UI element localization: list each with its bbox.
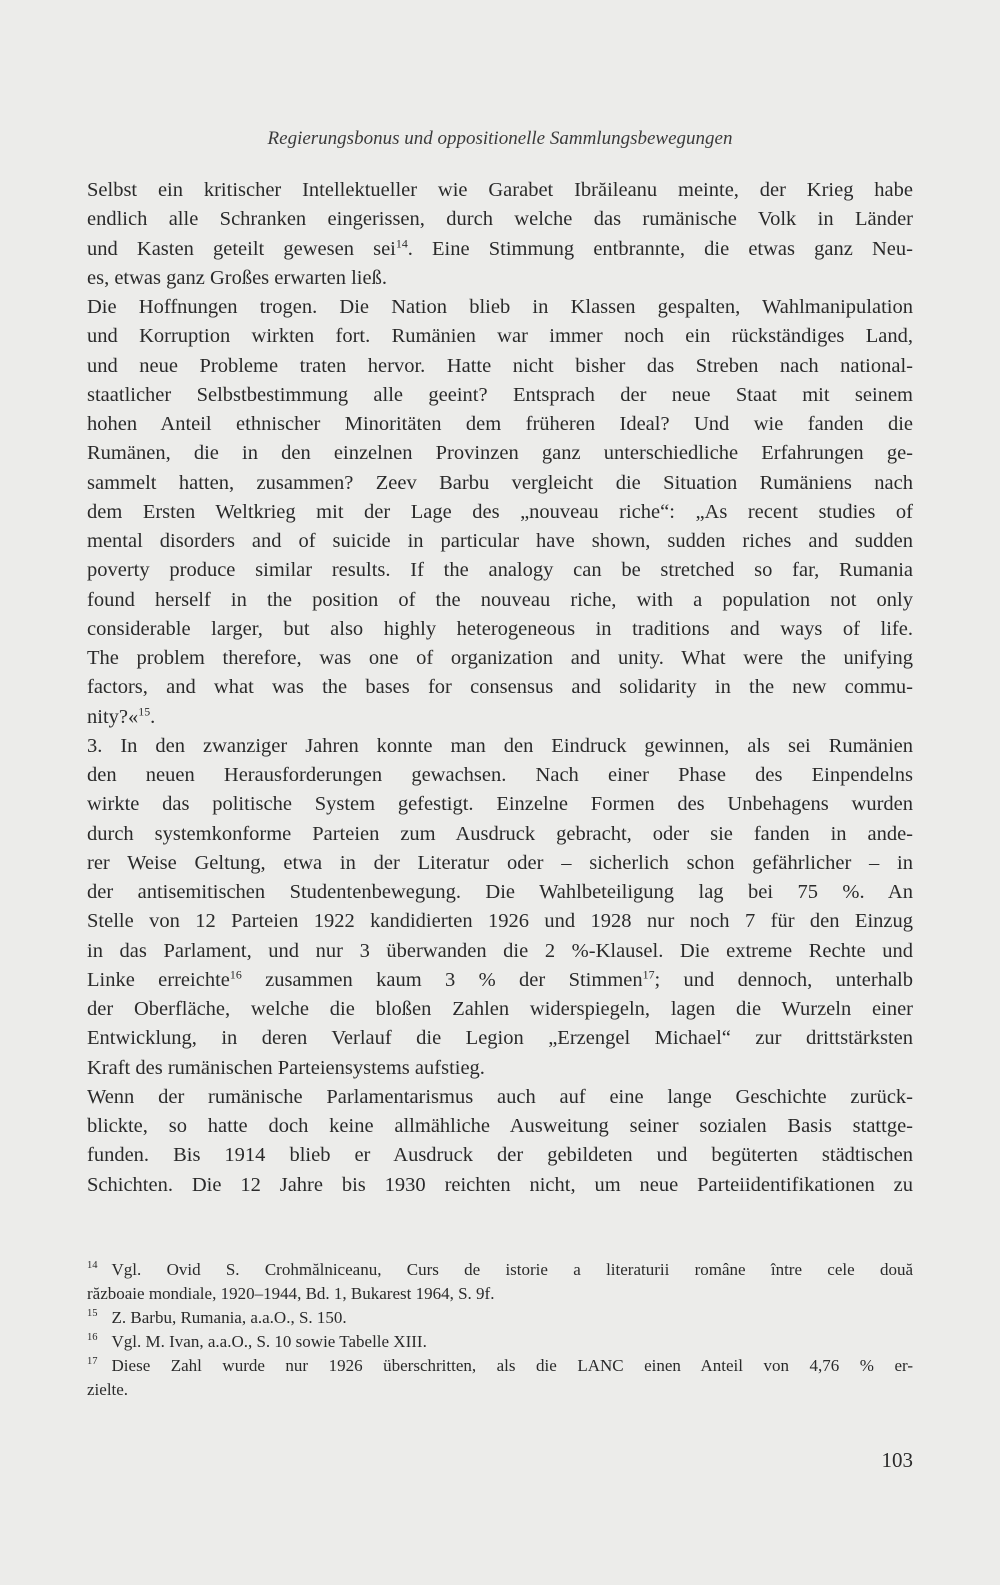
line-text: Schichten. Die 12 Jahre bis 1930 reichten nicht, um neue Parteiidentifikationen zu bbox=[87, 1173, 913, 1196]
line-text: factors, and what was the bases for consensus and solidarity in the new commu- bbox=[87, 676, 913, 699]
line-text: Die Hoffnungen trogen. Die Nation blieb in Klassen gespalten, Wahlmanipulation bbox=[87, 296, 913, 318]
body-line bbox=[87, 205, 913, 234]
footnote-number: 17 bbox=[87, 1356, 98, 1368]
line-text: blickte, so hatte doch keine allmähliche Ausweitung seiner sozialen Basis stattge- bbox=[87, 1115, 913, 1137]
body-line bbox=[87, 1112, 913, 1141]
line-text: in das Parlament, und nur 3 überwanden die 2 %-Klausel. Die extreme Rechte und bbox=[87, 939, 913, 962]
body-line bbox=[87, 820, 913, 849]
body-line bbox=[87, 937, 913, 966]
line-text: ; und dennoch, unterhalb bbox=[654, 968, 913, 991]
footnote-line bbox=[87, 1258, 913, 1282]
line-text: Selbst ein kritischer Intellektueller wie Garabet Ibrăileanu meinte, der Krieg habe bbox=[87, 179, 913, 201]
line-text: durch systemkonforme Parteien zum Ausdruck gebracht, oder sie fanden in ande- bbox=[87, 822, 913, 845]
body-line bbox=[87, 381, 913, 410]
line-text: sammelt hatten, zusammen? Zeev Barbu vergleicht die Situation Rumäniens nach bbox=[87, 471, 913, 494]
line-text: found herself in the position of the nouveau riche, with a population not only bbox=[87, 588, 913, 611]
footnote-ref: 17 bbox=[642, 967, 655, 982]
line-text: dem Ersten Weltkrieg mit der Lage des „nouveau riche“: „As recent studies of bbox=[87, 500, 913, 523]
line-text: wirkte das politische System gefestigt. Einzelne Formen des Unbehagens wurden bbox=[87, 793, 913, 816]
footnote-line bbox=[87, 1282, 913, 1306]
footnote-text: războaie mondiale, 1920–1944, Bd. 1, Bukarest 1964, S. 9f. bbox=[87, 1284, 495, 1303]
line-text: der antisemitischen Studentenbewegung. Die Wahlbeteiligung lag bei 75 %. An bbox=[87, 881, 913, 903]
body-line bbox=[87, 1054, 913, 1083]
line-text: poverty produce similar results. If the analogy can be stretched so far, Rumania bbox=[87, 559, 913, 582]
line-text: considerable larger, but also highly heterogeneous in traditions and ways of life. bbox=[87, 617, 913, 640]
page-number: 103 bbox=[881, 1448, 913, 1472]
body-text bbox=[87, 176, 913, 1200]
line-text: The problem therefore, was one of organization and unity. What were the unifying bbox=[87, 647, 913, 669]
line-text: zusammen kaum 3 % der Stimmen bbox=[241, 968, 643, 991]
footnote-ref: 15 bbox=[138, 704, 151, 719]
line-text: es, etwas ganz Großes erwarten ließ. bbox=[87, 266, 387, 289]
body-line bbox=[87, 586, 913, 615]
footnote-text: Vgl. Ovid S. Crohmălniceanu, Curs de istorie a literaturii române între cele două bbox=[111, 1260, 913, 1279]
footnote-number: 16 bbox=[87, 1332, 98, 1344]
body-line bbox=[87, 1141, 913, 1170]
body-line bbox=[87, 732, 913, 761]
footnote-line bbox=[87, 1306, 913, 1330]
body-line bbox=[87, 352, 913, 381]
footnote-ref: 16 bbox=[229, 967, 242, 982]
line-text: Entwicklung, in deren Verlauf die Legion „Erzengel Michael“ zur drittstärksten bbox=[87, 1027, 913, 1050]
body-line bbox=[87, 176, 913, 205]
body-line bbox=[87, 849, 913, 878]
line-text: endlich alle Schranken eingerissen, durch welche das rumänische Volk in Länder bbox=[87, 208, 913, 231]
line-text: und neue Probleme traten hervor. Hatte nicht bisher das Streben nach national- bbox=[87, 354, 913, 377]
body-line bbox=[87, 322, 913, 351]
footnote-text: Z. Barbu, Rumania, a.a.O., S. 150. bbox=[111, 1308, 347, 1327]
footnote-line bbox=[87, 1354, 913, 1378]
footnote-ref: 14 bbox=[395, 236, 408, 251]
body-line bbox=[87, 264, 913, 293]
body-line bbox=[87, 1024, 913, 1053]
line-text: hohen Anteil ethnischer Minoritäten dem früheren Ideal? Und wie fanden die bbox=[87, 413, 913, 435]
footnote-text: zielte. bbox=[87, 1380, 129, 1399]
body-line bbox=[87, 673, 913, 702]
footnote-number: 15 bbox=[87, 1308, 98, 1320]
line-text: mental disorders and of suicide in particular have shown, sudden riches and sudden bbox=[87, 530, 913, 552]
body-line bbox=[87, 439, 913, 468]
body-line bbox=[87, 761, 913, 790]
footnotes bbox=[87, 1258, 913, 1402]
body-line bbox=[87, 995, 913, 1024]
body-line bbox=[87, 410, 913, 439]
line-text: . Eine Stimmung entbrannte, die etwas ganz Neu- bbox=[407, 237, 913, 260]
line-text: funden. Bis 1914 blieb er Ausdruck der gebildeten und begüterten städtischen bbox=[87, 1144, 913, 1167]
line-text: rer Weise Geltung, etwa in der Literatur oder – sicherlich schon gefährlicher – in bbox=[87, 851, 913, 874]
footnote-text: Vgl. M. Ivan, a.a.O., S. 10 sowie Tabelle XIII. bbox=[111, 1332, 427, 1351]
line-text: . bbox=[150, 705, 156, 728]
body-line bbox=[87, 556, 913, 585]
body-line bbox=[87, 703, 913, 732]
body-line bbox=[87, 878, 913, 907]
body-line bbox=[87, 615, 913, 644]
body-line bbox=[87, 1083, 913, 1112]
body-line bbox=[87, 469, 913, 498]
footnote-number: 14 bbox=[87, 1260, 98, 1272]
line-text: Rumänen, die in den einzelnen Provinzen ganz unterschiedliche Erfahrungen ge- bbox=[87, 442, 913, 465]
line-text: staatlicher Selbstbestimmung alle geeint? Entsprach der neue Staat mit seinem bbox=[87, 383, 913, 406]
line-text: den neuen Herausforderungen gewachsen. Nach einer Phase des Einpendelns bbox=[87, 764, 913, 786]
line-text: Stelle von 12 Parteien 1922 kandidierten 1926 und 1928 nur noch 7 für den Einzug bbox=[87, 910, 913, 933]
running-head: Regierungsbonus und oppositionelle Sammlungsbewegungen bbox=[267, 128, 733, 149]
line-text: und Kasten geteilt gewesen sei bbox=[87, 237, 396, 260]
line-text: Linke erreichte bbox=[87, 968, 230, 991]
line-text: nity?« bbox=[87, 705, 139, 728]
body-line bbox=[87, 790, 913, 819]
body-line bbox=[87, 1171, 913, 1200]
body-line bbox=[87, 907, 913, 936]
line-text: und Korruption wirkten fort. Rumänien war immer noch ein rückständiges Land, bbox=[87, 325, 913, 348]
line-text: der Oberfläche, welche die bloßen Zahlen widerspiegeln, lagen die Wurzeln einer bbox=[87, 998, 913, 1020]
body-line bbox=[87, 293, 913, 322]
body-line bbox=[87, 644, 913, 673]
footnote-text: Diese Zahl wurde nur 1926 überschritten, als die LANC einen Anteil von 4,76 % er- bbox=[111, 1356, 913, 1375]
body-line bbox=[87, 966, 913, 995]
footnote-line bbox=[87, 1378, 913, 1402]
line-text: 3. In den zwanziger Jahren konnte man den Eindruck gewinnen, als sei Rumänien bbox=[87, 734, 913, 757]
footnote-line bbox=[87, 1330, 913, 1354]
body-line bbox=[87, 235, 913, 264]
body-line bbox=[87, 498, 913, 527]
body-line bbox=[87, 527, 913, 556]
line-text: Kraft des rumänischen Parteiensystems aufstieg. bbox=[87, 1056, 485, 1079]
line-text: Wenn der rumänische Parlamentarismus auch auf eine lange Geschichte zurück- bbox=[87, 1085, 913, 1108]
